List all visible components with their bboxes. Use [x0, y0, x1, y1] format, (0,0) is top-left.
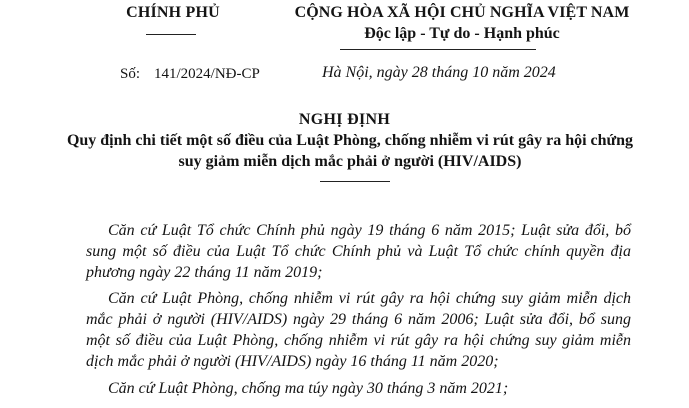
motto-underline — [340, 49, 536, 50]
document-type: NGHỊ ĐỊNH — [298, 111, 391, 128]
place-date: Hà Nội, ngày 28 tháng 10 năm 2024 — [322, 64, 556, 81]
document-title: Quy định chi tiết một số điều của Luật Phòng, chống nhiễm vi rút gây ra hội chứng suy giảm miễn dịch mắc phải ở người (HIV/AIDS) — [66, 132, 634, 170]
national-heading — [266, 4, 658, 43]
issuer-name: CHÍNH PHỦ — [126, 4, 220, 21]
nation-name: CỘNG HÒA XÃ HỘI CHỦ NGHĨA VIỆT NAM — [294, 4, 630, 21]
document-number-value: 141/2024/NĐ-CP — [154, 66, 260, 82]
title-underline — [320, 181, 390, 182]
preamble-paragraph: Căn cứ Luật Phòng, chống ma túy ngày 30 tháng 3 năm 2021; — [108, 380, 509, 397]
document-number-label: Số: — [120, 66, 141, 82]
document-number — [120, 66, 260, 83]
national-motto: Độc lập - Tự do - Hạnh phúc — [364, 25, 560, 42]
preamble-paragraph: Căn cứ Luật Tổ chức Chính phủ ngày 19 tháng 6 năm 2015; Luật sửa đổi, bổ sung một số điều của Luật Tổ chức Chính phủ và Luật Tổ chức chính quyền địa phương ngày 22 tháng 11 năm 2019; — [86, 222, 631, 281]
preamble-paragraph: Căn cứ Luật Phòng, chống nhiễm vi rút gây ra hội chứng suy giảm miễn dịch mắc phải ở người (HIV/AIDS) ngày 29 tháng 6 năm 2006; Luật sửa đổi, bổ sung một số điều của Luật Phòng, chống nhiễm vi rút gây ra hội chứng suy giảm miễn dịch mắc phải ở người (HIV/AIDS) ngày 16 tháng 11 năm 2020; — [86, 290, 631, 370]
issuer-underline — [146, 34, 196, 35]
